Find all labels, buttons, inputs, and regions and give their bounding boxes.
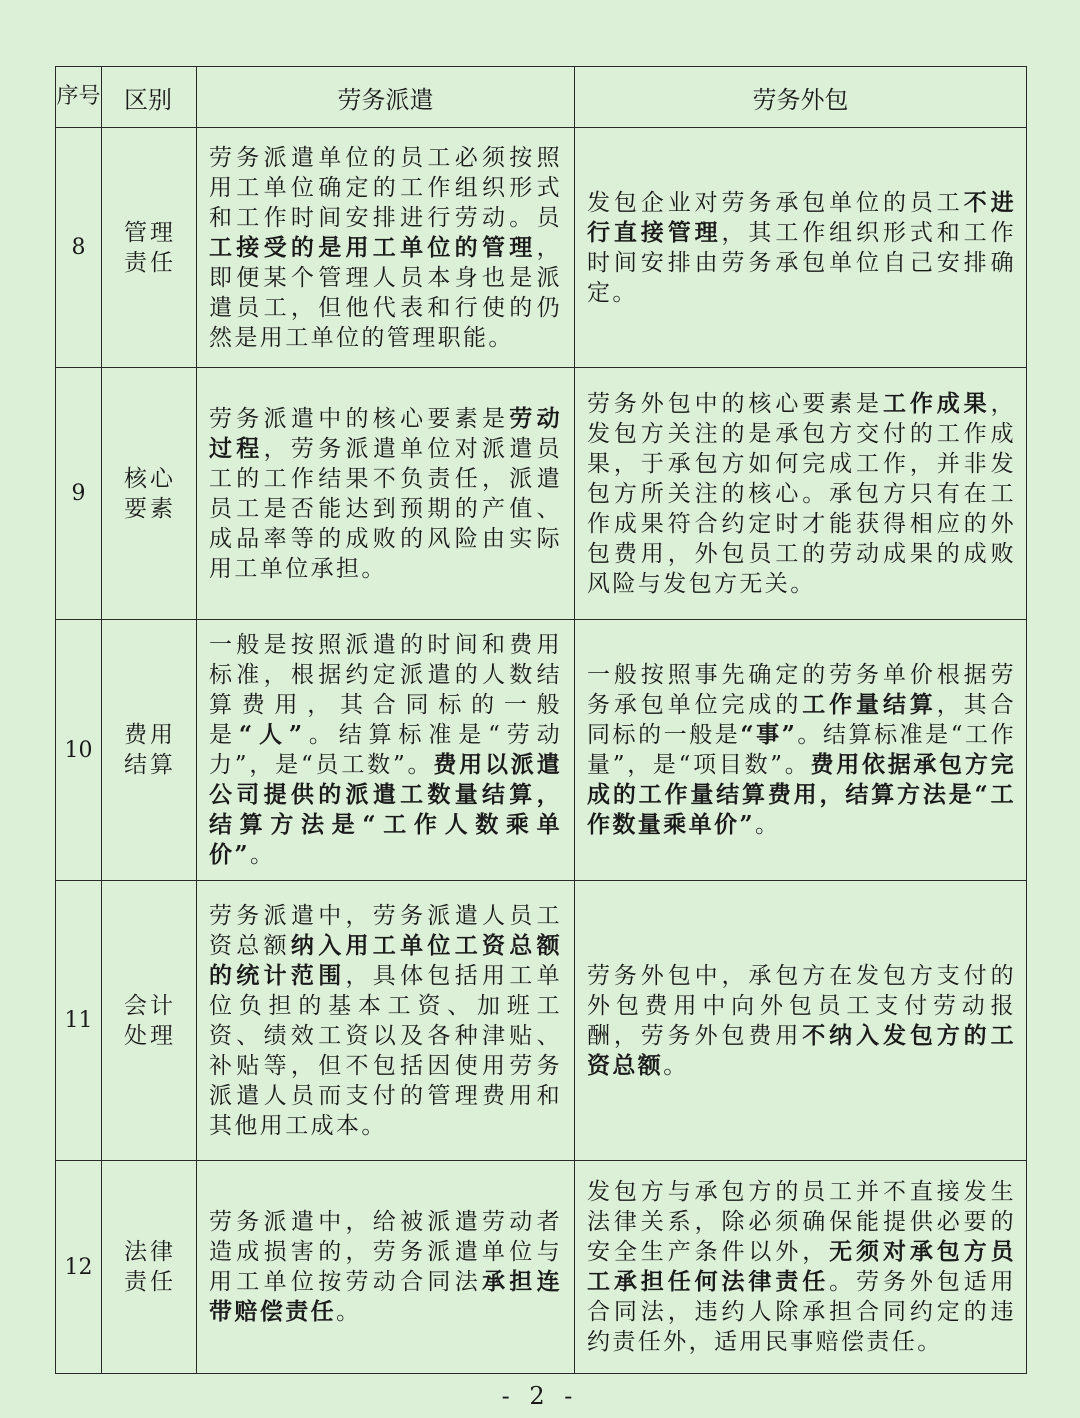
header-no: 序号 bbox=[56, 67, 102, 128]
row-no: 9 bbox=[56, 368, 102, 620]
row-no: 10 bbox=[56, 620, 102, 881]
cell-text: 劳务派遣中，给被派遣劳动者造成损害的，劳务派遣单位与用工单位按劳动合同法 bbox=[209, 1209, 562, 1295]
cell-text: ，其工作组织形式和工作时间安排由劳务承包单位自己安排确定。 bbox=[587, 219, 1016, 306]
table-row bbox=[56, 881, 1027, 1161]
cell-text: 。 bbox=[336, 1299, 362, 1325]
outsourcing-cell bbox=[575, 128, 1027, 368]
outsourcing-cell bbox=[575, 620, 1027, 881]
emphasis-text: “事” bbox=[740, 721, 798, 748]
row-category: 核心要素 bbox=[102, 368, 197, 620]
emphasis-text: 工作量结算 bbox=[802, 691, 937, 718]
emphasis-text: 纳入用工单位工资总额的统计范围 bbox=[209, 931, 563, 989]
cell-text: ，劳务派遣单位对派遣员工的工作结果不负责任，派遣员工是否能达到预期的产值、成品率等的成败的风险由实际用工单位承担。 bbox=[209, 435, 562, 582]
cell-text: 劳务派遣中，劳务派遣人员工资总额 bbox=[209, 902, 562, 959]
emphasis-text: 劳动过程 bbox=[209, 404, 562, 462]
page-number: - 2 - bbox=[501, 1382, 579, 1410]
row-no: 11 bbox=[56, 881, 102, 1161]
cell-text: 。 bbox=[250, 842, 276, 868]
outsourcing-cell bbox=[575, 1161, 1027, 1374]
table-row bbox=[56, 620, 1027, 881]
cell-text: 劳务派遣单位的员工必须按照用工单位确定的工作组织形式和工作时间安排进行劳动。员 bbox=[209, 144, 562, 231]
cell-text: 发包方与承包方的员工并不直接发生法律关系，除必须确保能提供必要的安全生产条件以外， bbox=[587, 1179, 1016, 1265]
emphasis-text: 不纳入发包方的工资总额 bbox=[587, 1021, 1016, 1079]
header-category: 区别 bbox=[102, 67, 197, 128]
dispatch-cell bbox=[197, 368, 575, 620]
cell-text: ，具体包括用工单位负担的基本工资、加班工资、绩效工资以及各种津贴、补贴等，但不包括因使用劳务派遣人员而支付的管理费用和其他用工成本。 bbox=[209, 962, 562, 1139]
cell-text: 一般是按照派遣的时间和费用标准，根据约定派遣的人数结算费用，其合同标的一般是 bbox=[209, 632, 562, 748]
emphasis-text: “人” bbox=[238, 721, 305, 748]
dispatch-cell bbox=[197, 1161, 575, 1374]
emphasis-text: 无须对承包方员工承担任何法律责任 bbox=[587, 1238, 1016, 1295]
header-dispatch: 劳务派遣 bbox=[197, 67, 575, 128]
cell-text: 劳务外包中的核心要素是 bbox=[587, 390, 883, 417]
cell-text: 。结算标准是“工作量”，是“项目数”。 bbox=[587, 722, 1016, 778]
outsourcing-cell bbox=[575, 368, 1027, 620]
cell-text: 。劳务外包适用合同法，违约人除承担合同约定的违约责任外，适用民事赔偿责任。 bbox=[587, 1269, 1016, 1355]
cell-text: 。结算标准是“劳动力”，是“员工数”。 bbox=[209, 722, 562, 778]
cell-text: 。 bbox=[755, 812, 781, 838]
dispatch-cell bbox=[197, 620, 575, 881]
table-row bbox=[56, 1161, 1027, 1374]
emphasis-text: 费用以派遣公司提供的派遣工数量结算，结算方法是“工作人数乘单价” bbox=[209, 751, 563, 868]
outsourcing-cell bbox=[575, 881, 1027, 1161]
emphasis-text: 承担连带赔偿责任 bbox=[209, 1268, 562, 1325]
dispatch-cell bbox=[197, 128, 575, 368]
header-outsourcing: 劳务外包 bbox=[575, 67, 1027, 128]
cell-text: 劳务派遣中的核心要素是 bbox=[209, 405, 510, 432]
emphasis-text: 工接受的是用工单位的管理 bbox=[209, 233, 537, 261]
cell-text: 一般按照事先确定的劳务单价根据劳务承包单位完成的 bbox=[587, 662, 1016, 718]
cell-text: 劳务外包中，承包方在发包方支付的外包费用中向外包员工支付劳动报酬，劳务外包费用 bbox=[587, 962, 1016, 1049]
cell-text: ，发包方关注的是承包方交付的工作成果，于承包方如何完成工作，并非发包方所关注的核心。承包方只有在工作成果符合约定时才能获得相应的外包费用，外包员工的劳动成果的成败风险与发包方无关。 bbox=[587, 390, 1016, 597]
row-no: 12 bbox=[56, 1161, 102, 1374]
row-category: 会计处理 bbox=[102, 881, 197, 1161]
cell-text: ，其合同标的一般是 bbox=[587, 692, 1016, 748]
emphasis-text: 不进行直接管理 bbox=[587, 188, 1016, 246]
row-no: 8 bbox=[56, 128, 102, 368]
table-row bbox=[56, 368, 1027, 620]
table-header bbox=[56, 67, 1027, 128]
row-category: 法律责任 bbox=[102, 1161, 197, 1374]
emphasis-text: 费用依据承包方完成的工作量结算费用，结算方法是“工作数量乘单价” bbox=[587, 751, 1017, 838]
comparison-table bbox=[55, 66, 1027, 1374]
emphasis-text: 工作成果 bbox=[882, 389, 991, 417]
dispatch-cell bbox=[197, 881, 575, 1161]
cell-text: ，即便某个管理人员本身也是派遣员工，但他代表和行使的仍然是用工单位的管理职能。 bbox=[209, 234, 562, 351]
table-row bbox=[56, 128, 1027, 368]
cell-text: 。 bbox=[663, 1052, 689, 1079]
row-category: 费用结算 bbox=[102, 620, 197, 881]
cell-text: 发包企业对劳务承包单位的员工 bbox=[587, 189, 964, 216]
row-category: 管理责任 bbox=[102, 128, 197, 368]
